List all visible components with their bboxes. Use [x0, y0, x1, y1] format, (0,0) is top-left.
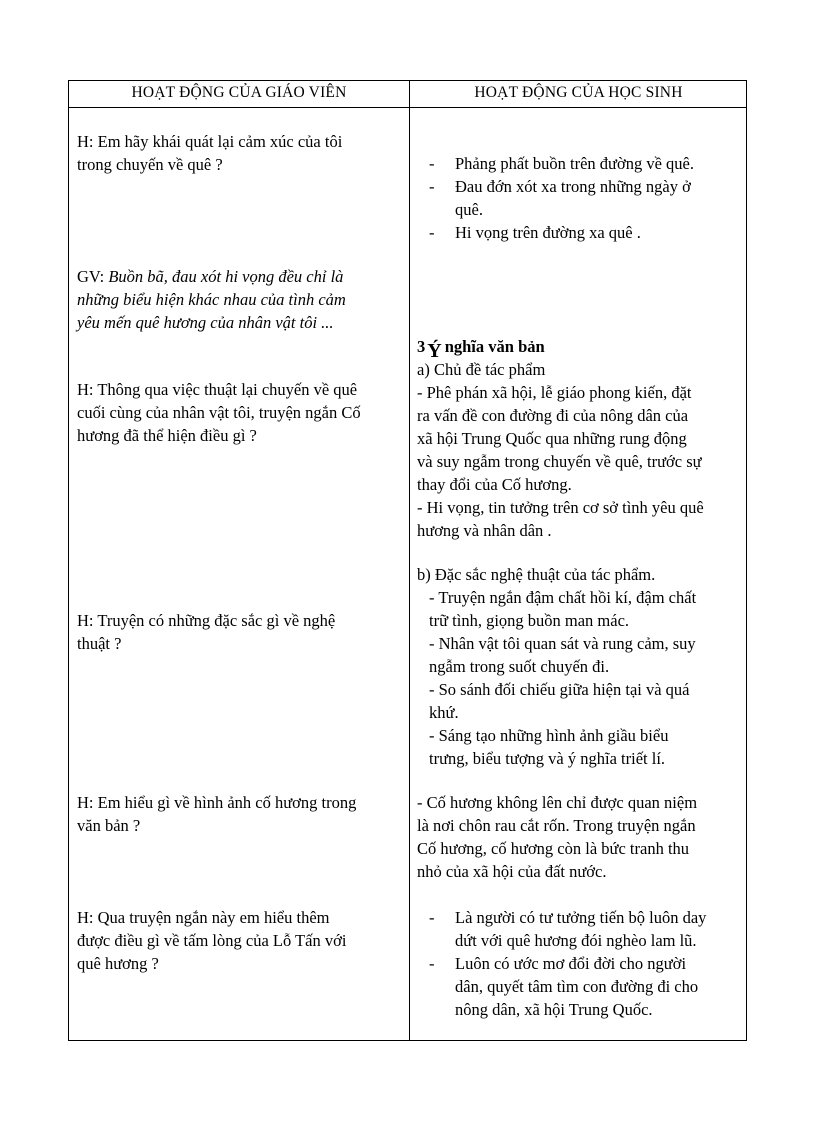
list-item: - Nhân vật tôi quan sát và rung cảm, suy ngẫm trong suốt chuyến đi. [429, 634, 696, 676]
header-student: HOẠT ĐỘNG CỦA HỌC SINH [474, 84, 683, 101]
student-answer-1 [417, 152, 743, 244]
teacher-question-1: H: Em hãy khái quát lại cảm xúc của tôi trong chuyến về quê ? [77, 132, 343, 174]
column-divider [409, 81, 410, 1040]
student-section-3: 3 Ý nghĩa văn bản a) Chủ đề tác phẩm - Phê phán xã hội, lễ giáo phong kiến, đặt ra vấn đề con đường đi của nông dân của xã hội Trung Quốc qua những rung động và suy ngẫm trong chuyến về quê, trước sự thay đổi của Cố hương. - Hi vọng, tin tưởng trên cơ sở tình yêu quê hương và nhân dân . [417, 335, 743, 542]
student-section-b [417, 563, 743, 770]
list-item: - Sáng tạo những hình ảnh giầu biểu trưng, biểu tượng và ý nghĩa triết lí. [429, 726, 669, 768]
list-item: - Phảng phất buồn trên đường về quê. [417, 152, 743, 175]
list-item: - Luôn có ước mơ đổi đời cho người dân, quyết tâm tìm con đường đi cho nông dân, xã hội Trung Quốc. [417, 952, 743, 1021]
gv-label: GV: [77, 267, 105, 286]
teacher-comment: GV: Buồn bã, đau xót hi vọng đều chỉ là những biểu hiện khác nhau của tình cảm yêu mến quê hương của nhân vật tôi ... [77, 267, 346, 332]
subsection-a-title: a) Chủ đề tác phẩm [417, 360, 546, 379]
teacher-question-5: H: Qua truyện ngắn này em hiểu thêm được điều gì về tấm lòng của Lỗ Tấn với quê hương ? [77, 908, 347, 973]
list-item: - Hi vọng trên đường xa quê . [417, 221, 743, 244]
section-3-heading: 3 Ý nghĩa văn bản [417, 337, 545, 362]
teacher-question-3: H: Truyện có những đặc sắc gì về nghệ thuật ? [77, 611, 336, 653]
student-answer-4: - Cố hương không lên chỉ được quan niệm là nơi chôn rau cắt rốn. Trong truyện ngắn Cố hương, cố hương còn là bức tranh thu nhỏ của xã hội của đất nước. [417, 793, 698, 881]
subsection-b-title: b) Đặc sắc nghệ thuật của tác phẩm. [417, 565, 656, 584]
list-item: - Đau đớn xót xa trong những ngày ở quê. [417, 175, 743, 221]
list-item: - Truyện ngắn đậm chất hồi kí, đậm chất trữ tình, giọng buồn man mác. [429, 588, 697, 630]
list-item: - So sánh đối chiếu giữa hiện tại và quá khứ. [429, 680, 690, 722]
list-item: - Là người có tư tưởng tiến bộ luôn day dứt với quê hương đói nghèo lam lũ. [417, 906, 743, 952]
student-answer-5 [417, 906, 743, 1021]
teacher-question-2: H: Thông qua việc thuật lại chuyến về quê cuối cùng của nhân vật tôi, truyện ngắn Cố hương đã thể hiện điều gì ? [77, 380, 361, 445]
teacher-question-4: H: Em hiểu gì về hình ảnh cố hương trong văn bản ? [77, 793, 357, 835]
lesson-table [68, 80, 747, 1041]
header-divider [69, 107, 746, 108]
header-teacher: HOẠT ĐỘNG CỦA GIÁO VIÊN [131, 84, 347, 101]
